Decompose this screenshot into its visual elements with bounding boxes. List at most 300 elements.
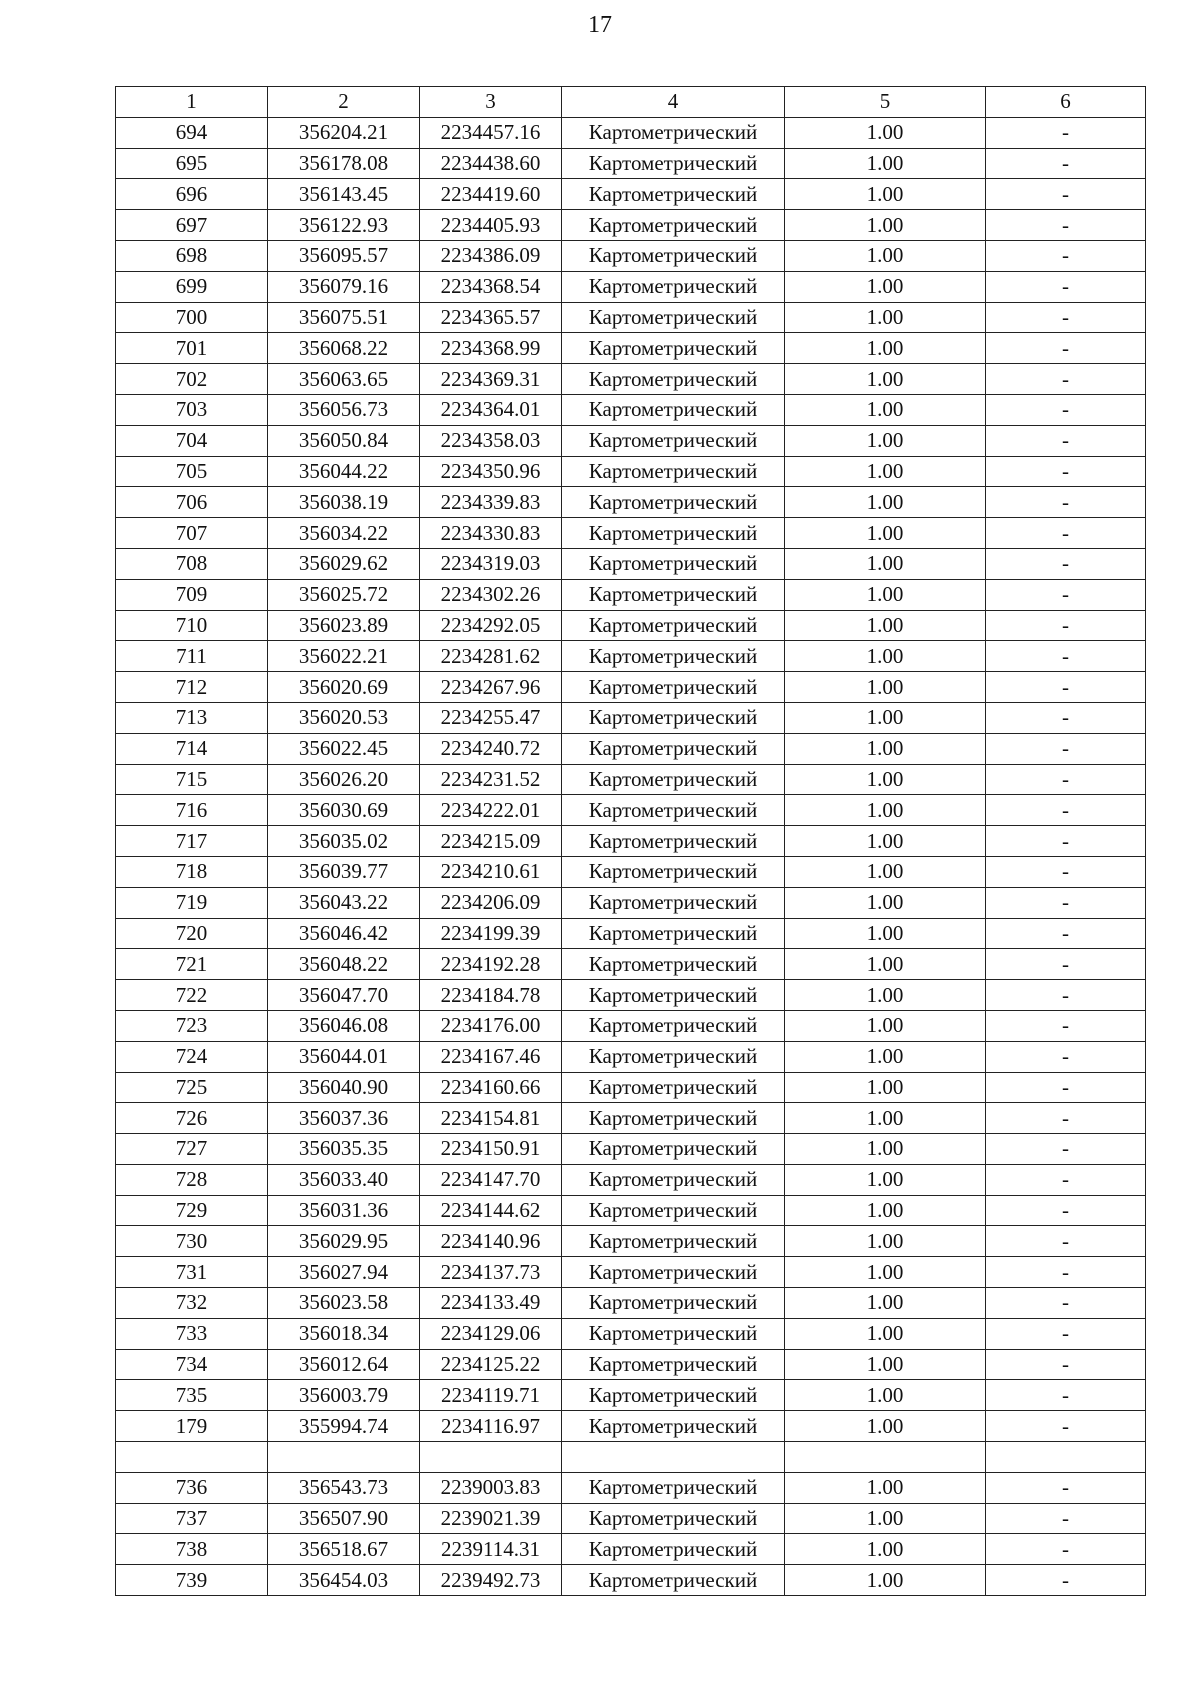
note-cell: -: [986, 117, 1146, 148]
note-cell: -: [986, 240, 1146, 271]
x-coordinate-cell: 356035.35: [268, 1134, 420, 1165]
point-number-cell: 703: [116, 394, 268, 425]
method-cell: Картометрический: [562, 610, 785, 641]
y-coordinate-cell: 2234125.22: [420, 1349, 562, 1380]
point-number-cell: 706: [116, 487, 268, 518]
method-cell: Картометрический: [562, 1257, 785, 1288]
method-cell: Картометрический: [562, 826, 785, 857]
x-coordinate-cell: 356035.02: [268, 826, 420, 857]
y-coordinate-cell: 2234292.05: [420, 610, 562, 641]
page-number: 17: [588, 12, 612, 38]
y-coordinate-cell: 2234386.09: [420, 240, 562, 271]
y-coordinate-cell: 2234192.28: [420, 949, 562, 980]
table-row: [116, 1103, 1146, 1134]
accuracy-cell: 1.00: [785, 302, 986, 333]
point-number-cell: 728: [116, 1164, 268, 1195]
point-number-cell: 709: [116, 579, 268, 610]
y-coordinate-cell: 2234210.61: [420, 856, 562, 887]
table-row: [116, 179, 1146, 210]
point-number-cell: 714: [116, 733, 268, 764]
table-row: [116, 1380, 1146, 1411]
accuracy-cell: 1.00: [785, 702, 986, 733]
y-coordinate-cell: 2234267.96: [420, 672, 562, 703]
x-coordinate-cell: 356046.42: [268, 918, 420, 949]
accuracy-cell: 1.00: [785, 1503, 986, 1534]
table-row: [116, 672, 1146, 703]
x-coordinate-cell: 356178.08: [268, 148, 420, 179]
accuracy-cell: 1.00: [785, 1226, 986, 1257]
x-coordinate-cell: 356518.67: [268, 1534, 420, 1565]
table-row: [116, 949, 1146, 980]
x-coordinate-cell: 356044.01: [268, 1041, 420, 1072]
note-cell: -: [986, 394, 1146, 425]
y-coordinate-cell: 2234222.01: [420, 795, 562, 826]
note-cell: -: [986, 702, 1146, 733]
column-header: 6: [986, 87, 1146, 118]
method-cell: Картометрический: [562, 333, 785, 364]
x-coordinate-cell: 356023.89: [268, 610, 420, 641]
method-cell: Картометрический: [562, 548, 785, 579]
table-row: [116, 1534, 1146, 1565]
accuracy-cell: 1.00: [785, 672, 986, 703]
note-cell: -: [986, 1195, 1146, 1226]
x-coordinate-cell: 356022.45: [268, 733, 420, 764]
point-number-cell: 720: [116, 918, 268, 949]
point-number-cell: 739: [116, 1565, 268, 1596]
point-number-cell: 695: [116, 148, 268, 179]
y-coordinate-cell: 2234368.54: [420, 271, 562, 302]
x-coordinate-cell: 356030.69: [268, 795, 420, 826]
accuracy-cell: 1.00: [785, 487, 986, 518]
point-number-cell: 711: [116, 641, 268, 672]
table-row: [116, 394, 1146, 425]
point-number-cell: 733: [116, 1318, 268, 1349]
x-coordinate-cell: 356507.90: [268, 1503, 420, 1534]
note-cell: -: [986, 980, 1146, 1011]
note-cell: -: [986, 918, 1146, 949]
y-coordinate-cell: 2234330.83: [420, 518, 562, 549]
point-number-cell: 730: [116, 1226, 268, 1257]
note-cell: -: [986, 856, 1146, 887]
method-cell: Картометрический: [562, 1472, 785, 1503]
y-coordinate-cell: 2234176.00: [420, 1010, 562, 1041]
method-cell: Картометрический: [562, 364, 785, 395]
table-row: [116, 425, 1146, 456]
point-number-cell: 704: [116, 425, 268, 456]
y-coordinate-cell: 2239021.39: [420, 1503, 562, 1534]
point-number-cell: 738: [116, 1534, 268, 1565]
accuracy-cell: [785, 1442, 986, 1473]
y-coordinate-cell: 2234457.16: [420, 117, 562, 148]
y-coordinate-cell: 2234365.57: [420, 302, 562, 333]
accuracy-cell: 1.00: [785, 1072, 986, 1103]
note-cell: -: [986, 949, 1146, 980]
table-row: [116, 887, 1146, 918]
y-coordinate-cell: 2234438.60: [420, 148, 562, 179]
note-cell: -: [986, 179, 1146, 210]
note-cell: -: [986, 1072, 1146, 1103]
x-coordinate-cell: 356048.22: [268, 949, 420, 980]
table-row: [116, 333, 1146, 364]
point-number-cell: 732: [116, 1288, 268, 1319]
y-coordinate-cell: 2234116.97: [420, 1411, 562, 1442]
table-row: [116, 1442, 1146, 1473]
note-cell: -: [986, 579, 1146, 610]
note-cell: -: [986, 425, 1146, 456]
x-coordinate-cell: 356056.73: [268, 394, 420, 425]
x-coordinate-cell: 356018.34: [268, 1318, 420, 1349]
x-coordinate-cell: 356122.93: [268, 210, 420, 241]
method-cell: Картометрический: [562, 1349, 785, 1380]
x-coordinate-cell: 356046.08: [268, 1010, 420, 1041]
note-cell: -: [986, 333, 1146, 364]
column-header: 2: [268, 87, 420, 118]
method-cell: Картометрический: [562, 672, 785, 703]
x-coordinate-cell: 356026.20: [268, 764, 420, 795]
note-cell: -: [986, 795, 1146, 826]
x-coordinate-cell: 356029.95: [268, 1226, 420, 1257]
note-cell: -: [986, 1380, 1146, 1411]
method-cell: Картометрический: [562, 179, 785, 210]
point-number-cell: 705: [116, 456, 268, 487]
point-number-cell: 698: [116, 240, 268, 271]
accuracy-cell: 1.00: [785, 364, 986, 395]
note-cell: -: [986, 487, 1146, 518]
x-coordinate-cell: 356075.51: [268, 302, 420, 333]
y-coordinate-cell: 2234184.78: [420, 980, 562, 1011]
table-row: [116, 641, 1146, 672]
accuracy-cell: 1.00: [785, 210, 986, 241]
x-coordinate-cell: 356020.69: [268, 672, 420, 703]
note-cell: -: [986, 826, 1146, 857]
table-row: [116, 1349, 1146, 1380]
x-coordinate-cell: 356003.79: [268, 1380, 420, 1411]
accuracy-cell: 1.00: [785, 333, 986, 364]
accuracy-cell: 1.00: [785, 826, 986, 857]
table-row: [116, 210, 1146, 241]
table-row: [116, 364, 1146, 395]
point-number-cell: 721: [116, 949, 268, 980]
accuracy-cell: 1.00: [785, 856, 986, 887]
method-cell: Картометрический: [562, 487, 785, 518]
note-cell: -: [986, 1534, 1146, 1565]
point-number-cell: 696: [116, 179, 268, 210]
method-cell: Картометрический: [562, 518, 785, 549]
table-row: [116, 1257, 1146, 1288]
method-cell: Картометрический: [562, 394, 785, 425]
method-cell: Картометрический: [562, 302, 785, 333]
y-coordinate-cell: 2234358.03: [420, 425, 562, 456]
x-coordinate-cell: 356037.36: [268, 1103, 420, 1134]
method-cell: Картометрический: [562, 733, 785, 764]
x-coordinate-cell: 356025.72: [268, 579, 420, 610]
y-coordinate-cell: 2234133.49: [420, 1288, 562, 1319]
note-cell: -: [986, 1041, 1146, 1072]
accuracy-cell: 1.00: [785, 1411, 986, 1442]
table-row: [116, 856, 1146, 887]
point-number-cell: 700: [116, 302, 268, 333]
accuracy-cell: 1.00: [785, 1472, 986, 1503]
method-cell: Картометрический: [562, 1134, 785, 1165]
point-number-cell: 699: [116, 271, 268, 302]
point-number-cell: 710: [116, 610, 268, 641]
column-header: 3: [420, 87, 562, 118]
accuracy-cell: 1.00: [785, 949, 986, 980]
table-row: [116, 610, 1146, 641]
note-cell: -: [986, 1164, 1146, 1195]
note-cell: -: [986, 210, 1146, 241]
method-cell: Картометрический: [562, 1010, 785, 1041]
table-row: [116, 1072, 1146, 1103]
accuracy-cell: 1.00: [785, 1318, 986, 1349]
method-cell: Картометрический: [562, 795, 785, 826]
y-coordinate-cell: 2234147.70: [420, 1164, 562, 1195]
method-cell: Картометрический: [562, 1164, 785, 1195]
x-coordinate-cell: 356047.70: [268, 980, 420, 1011]
x-coordinate-cell: 356027.94: [268, 1257, 420, 1288]
y-coordinate-cell: 2234319.03: [420, 548, 562, 579]
coordinates-table: [115, 86, 1146, 1596]
method-cell: Картометрический: [562, 1565, 785, 1596]
point-number-cell: 694: [116, 117, 268, 148]
method-cell: Картометрический: [562, 1534, 785, 1565]
y-coordinate-cell: 2234405.93: [420, 210, 562, 241]
x-coordinate-cell: 356050.84: [268, 425, 420, 456]
accuracy-cell: 1.00: [785, 1380, 986, 1411]
table-row: [116, 1472, 1146, 1503]
point-number-cell: 736: [116, 1472, 268, 1503]
note-cell: -: [986, 302, 1146, 333]
method-cell: [562, 1442, 785, 1473]
point-number-cell: 702: [116, 364, 268, 395]
point-number-cell: 734: [116, 1349, 268, 1380]
accuracy-cell: 1.00: [785, 240, 986, 271]
y-coordinate-cell: 2234350.96: [420, 456, 562, 487]
table-row: [116, 1195, 1146, 1226]
accuracy-cell: 1.00: [785, 179, 986, 210]
accuracy-cell: 1.00: [785, 1257, 986, 1288]
x-coordinate-cell: 356063.65: [268, 364, 420, 395]
y-coordinate-cell: 2239003.83: [420, 1472, 562, 1503]
x-coordinate-cell: 356044.22: [268, 456, 420, 487]
point-number-cell: 707: [116, 518, 268, 549]
y-coordinate-cell: 2234129.06: [420, 1318, 562, 1349]
note-cell: -: [986, 764, 1146, 795]
y-coordinate-cell: 2234150.91: [420, 1134, 562, 1165]
table-row: [116, 548, 1146, 579]
table-row: [116, 240, 1146, 271]
accuracy-cell: 1.00: [785, 1288, 986, 1319]
y-coordinate-cell: 2234160.66: [420, 1072, 562, 1103]
note-cell: -: [986, 610, 1146, 641]
table-body: [116, 117, 1146, 1595]
point-number-cell: 697: [116, 210, 268, 241]
method-cell: Картометрический: [562, 210, 785, 241]
table-row: [116, 1288, 1146, 1319]
point-number-cell: 713: [116, 702, 268, 733]
x-coordinate-cell: 355994.74: [268, 1411, 420, 1442]
method-cell: Картометрический: [562, 1503, 785, 1534]
note-cell: -: [986, 518, 1146, 549]
x-coordinate-cell: 356454.03: [268, 1565, 420, 1596]
y-coordinate-cell: 2234255.47: [420, 702, 562, 733]
table-row: [116, 579, 1146, 610]
point-number-cell: 727: [116, 1134, 268, 1165]
point-number-cell: 735: [116, 1380, 268, 1411]
point-number-cell: 729: [116, 1195, 268, 1226]
note-cell: -: [986, 1226, 1146, 1257]
accuracy-cell: 1.00: [785, 425, 986, 456]
x-coordinate-cell: 356204.21: [268, 117, 420, 148]
table-row: [116, 1565, 1146, 1596]
accuracy-cell: 1.00: [785, 641, 986, 672]
x-coordinate-cell: 356038.19: [268, 487, 420, 518]
accuracy-cell: 1.00: [785, 764, 986, 795]
column-header: 4: [562, 87, 785, 118]
note-cell: -: [986, 456, 1146, 487]
y-coordinate-cell: 2234144.62: [420, 1195, 562, 1226]
point-number-cell: 179: [116, 1411, 268, 1442]
y-coordinate-cell: 2239114.31: [420, 1534, 562, 1565]
note-cell: -: [986, 641, 1146, 672]
table-row: [116, 1226, 1146, 1257]
method-cell: Картометрический: [562, 456, 785, 487]
point-number-cell: 725: [116, 1072, 268, 1103]
x-coordinate-cell: 356079.16: [268, 271, 420, 302]
note-cell: -: [986, 887, 1146, 918]
note-cell: -: [986, 1010, 1146, 1041]
x-coordinate-cell: 356043.22: [268, 887, 420, 918]
method-cell: Картометрический: [562, 425, 785, 456]
x-coordinate-cell: 356020.53: [268, 702, 420, 733]
y-coordinate-cell: 2234302.26: [420, 579, 562, 610]
x-coordinate-cell: 356029.62: [268, 548, 420, 579]
note-cell: -: [986, 1134, 1146, 1165]
y-coordinate-cell: 2234215.09: [420, 826, 562, 857]
accuracy-cell: 1.00: [785, 1195, 986, 1226]
accuracy-cell: 1.00: [785, 1164, 986, 1195]
point-number-cell: 737: [116, 1503, 268, 1534]
accuracy-cell: 1.00: [785, 1041, 986, 1072]
x-coordinate-cell: 356068.22: [268, 333, 420, 364]
table-row: [116, 733, 1146, 764]
method-cell: Картометрический: [562, 918, 785, 949]
method-cell: Картометрический: [562, 702, 785, 733]
point-number-cell: 712: [116, 672, 268, 703]
table-row: [116, 1041, 1146, 1072]
accuracy-cell: 1.00: [785, 733, 986, 764]
table-row: [116, 271, 1146, 302]
table-row: [116, 117, 1146, 148]
point-number-cell: 726: [116, 1103, 268, 1134]
accuracy-cell: 1.00: [785, 148, 986, 179]
x-coordinate-cell: 356023.58: [268, 1288, 420, 1319]
accuracy-cell: 1.00: [785, 610, 986, 641]
table-row: [116, 1164, 1146, 1195]
point-number-cell: 717: [116, 826, 268, 857]
y-coordinate-cell: 2234364.01: [420, 394, 562, 425]
point-number-cell: 708: [116, 548, 268, 579]
table-row: [116, 487, 1146, 518]
method-cell: Картометрический: [562, 117, 785, 148]
table-row: [116, 1134, 1146, 1165]
note-cell: -: [986, 364, 1146, 395]
point-number-cell: 718: [116, 856, 268, 887]
x-coordinate-cell: 356095.57: [268, 240, 420, 271]
method-cell: Картометрический: [562, 271, 785, 302]
method-cell: Картометрический: [562, 240, 785, 271]
table-row: [116, 1010, 1146, 1041]
x-coordinate-cell: 356012.64: [268, 1349, 420, 1380]
method-cell: Картометрический: [562, 1072, 785, 1103]
point-number-cell: 722: [116, 980, 268, 1011]
table-row: [116, 980, 1146, 1011]
y-coordinate-cell: 2234167.46: [420, 1041, 562, 1072]
x-coordinate-cell: [268, 1442, 420, 1473]
y-coordinate-cell: 2234154.81: [420, 1103, 562, 1134]
method-cell: Картометрический: [562, 641, 785, 672]
method-cell: Картометрический: [562, 1103, 785, 1134]
table-row: [116, 1411, 1146, 1442]
y-coordinate-cell: 2234199.39: [420, 918, 562, 949]
accuracy-cell: 1.00: [785, 394, 986, 425]
note-cell: -: [986, 1103, 1146, 1134]
table-row: [116, 1503, 1146, 1534]
note-cell: -: [986, 1565, 1146, 1596]
method-cell: Картометрический: [562, 1226, 785, 1257]
y-coordinate-cell: 2234119.71: [420, 1380, 562, 1411]
accuracy-cell: 1.00: [785, 548, 986, 579]
note-cell: -: [986, 1257, 1146, 1288]
method-cell: Картометрический: [562, 887, 785, 918]
point-number-cell: 731: [116, 1257, 268, 1288]
accuracy-cell: 1.00: [785, 1010, 986, 1041]
point-number-cell: 701: [116, 333, 268, 364]
table-row: [116, 1318, 1146, 1349]
note-cell: [986, 1442, 1146, 1473]
accuracy-cell: 1.00: [785, 518, 986, 549]
note-cell: -: [986, 548, 1146, 579]
column-header: 1: [116, 87, 268, 118]
note-cell: -: [986, 733, 1146, 764]
accuracy-cell: 1.00: [785, 1534, 986, 1565]
x-coordinate-cell: 356040.90: [268, 1072, 420, 1103]
table-row: [116, 302, 1146, 333]
table-row: [116, 456, 1146, 487]
point-number-cell: 724: [116, 1041, 268, 1072]
point-number-cell: [116, 1442, 268, 1473]
accuracy-cell: 1.00: [785, 579, 986, 610]
x-coordinate-cell: 356543.73: [268, 1472, 420, 1503]
y-coordinate-cell: 2234206.09: [420, 887, 562, 918]
accuracy-cell: 1.00: [785, 1103, 986, 1134]
note-cell: -: [986, 1411, 1146, 1442]
y-coordinate-cell: 2234281.62: [420, 641, 562, 672]
y-coordinate-cell: 2234339.83: [420, 487, 562, 518]
header-row: [116, 87, 1146, 118]
note-cell: -: [986, 271, 1146, 302]
x-coordinate-cell: 356034.22: [268, 518, 420, 549]
y-coordinate-cell: 2234231.52: [420, 764, 562, 795]
y-coordinate-cell: 2234368.99: [420, 333, 562, 364]
method-cell: Картометрический: [562, 148, 785, 179]
method-cell: Картометрический: [562, 764, 785, 795]
table-row: [116, 764, 1146, 795]
table-row: [116, 918, 1146, 949]
table-row: [116, 518, 1146, 549]
point-number-cell: 719: [116, 887, 268, 918]
point-number-cell: 715: [116, 764, 268, 795]
